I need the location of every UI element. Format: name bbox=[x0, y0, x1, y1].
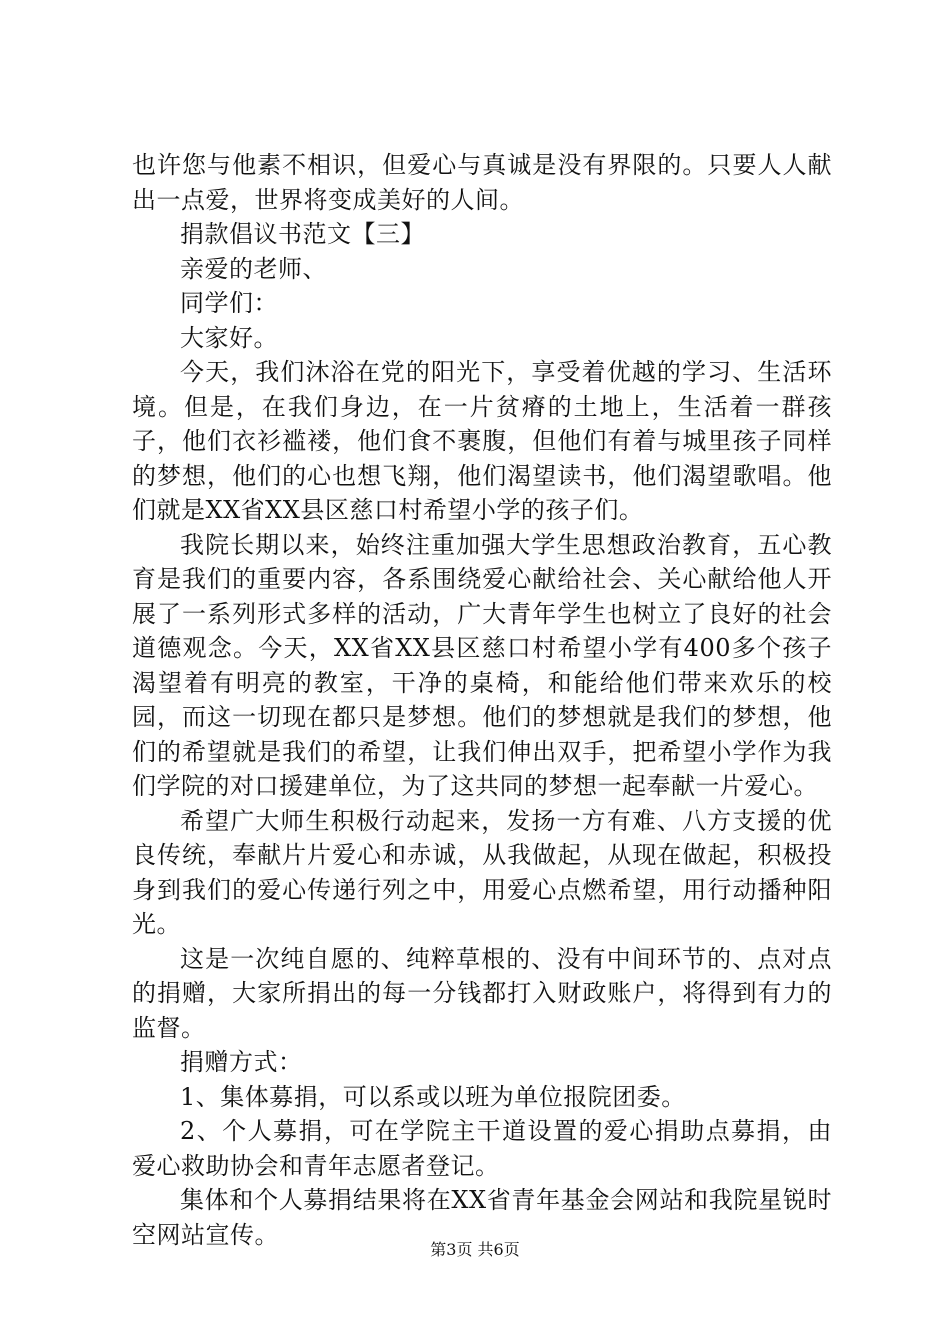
paragraph-results: 集体和个人募捐结果将在XX省青年基金会网站和我院星锐时空网站宣传。 bbox=[132, 1186, 832, 1249]
donation-method-individual: 2、个人募捐，可在学院主干道设置的爱心捐助点募捐，由爱心救助协会和青年志愿者登记。 bbox=[132, 1117, 832, 1180]
salutation-students: 同学们： bbox=[180, 289, 278, 317]
paragraph-call-to-action: 希望广大师生积极行动起来，发扬一方有难、八方支援的优良传统，奉献片片爱心和赤诚，从我做起，从现在做起，积极投身到我们的爱心传递行列之中，用爱心点燃希望，用行动播种阳光。 bbox=[132, 806, 832, 938]
donation-methods-heading: 捐赠方式： bbox=[180, 1048, 303, 1076]
greeting: 大家好。 bbox=[180, 323, 278, 352]
salutation-teachers: 亲爱的老师、 bbox=[180, 254, 327, 283]
paragraph-continued: 也许您与他素不相识，但爱心与真诚是没有界限的。只要人人献出一点爱，世界将变成美好的人间。 bbox=[132, 151, 832, 214]
donation-method-collective: 1、集体募捐，可以系或以班为单位报院团委。 bbox=[180, 1082, 686, 1111]
section-heading: 捐款倡议书范文【三】 bbox=[180, 220, 425, 248]
document-body bbox=[132, 148, 832, 1252]
page-number: 第3页 共6页 bbox=[430, 1240, 520, 1259]
paragraph-today: 今天，我们沐浴在党的阳光下，享受着优越的学习、生活环境。但是，在我们身边，在一片贫瘠的土地上，生活着一群孩子，他们衣衫褴褛，他们食不裹腹，但他们有着与城里孩子同样的梦想，他们的心也想飞翔，他们渴望读书，他们渴望歌唱。他们就是XX省XX县区慈口村希望小学的孩子们。 bbox=[132, 358, 832, 524]
paragraph-college: 我院长期以来，始终注重加强大学生思想政治教育，五心教育是我们的重要内容，各系围绕爱心献给社会、关心献给他人开展了一系列形式多样的活动，广大青年学生也树立了良好的社会道德观念。今天，XX省XX县区慈口村希望小学有400多个孩子渴望着有明亮的教室，干净的桌椅，和能给他们带来欢乐的校园，而这一切现在都只是梦想。他们的梦想就是我们的梦想，他们的希望就是我们的希望，让我们伸出双手，把希望小学作为我们学院的对口援建单位，为了这共同的梦想一起奉献一片爱心。 bbox=[132, 530, 832, 800]
paragraph-voluntary: 这是一次纯自愿的、纯粹草根的、没有中间环节的、点对点的捐赠，大家所捐出的每一分钱都打入财政账户，将得到有力的监督。 bbox=[132, 944, 832, 1042]
